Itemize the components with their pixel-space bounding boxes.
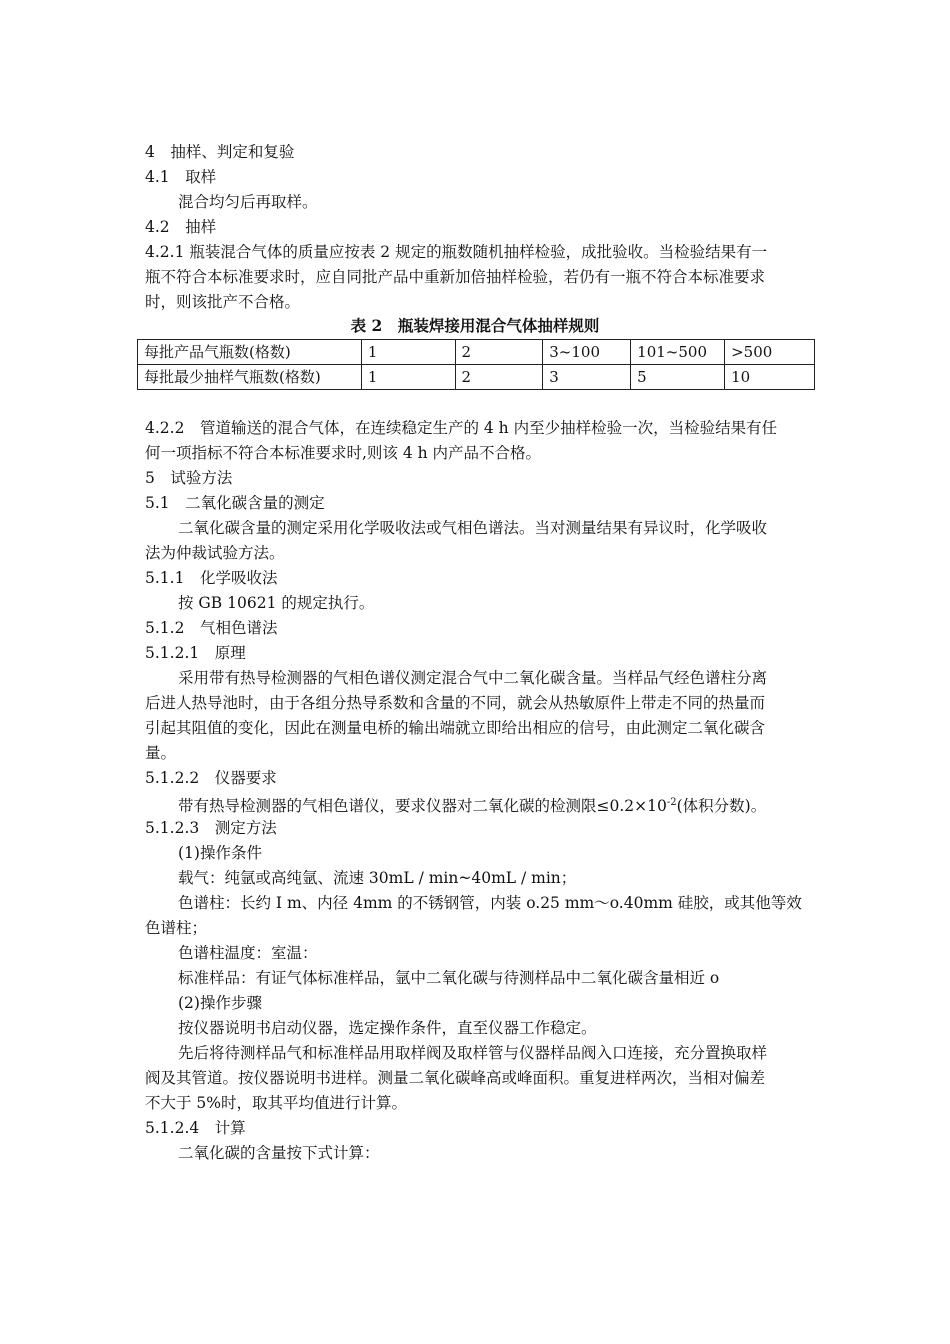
subsection-heading: 5.1.2.4 计算: [145, 1119, 246, 1137]
paragraph-text: 带有热导检测器的气相色谱仪，要求仪器对二氧化碳的检测限≤0.2×10: [178, 797, 667, 816]
table-cell: >500: [725, 340, 815, 365]
paragraph-line: 采用带有热导检测器的气相色谱仪测定混合气中二氧化碳含量。当样品气经色谱柱分离: [178, 669, 768, 687]
paragraph-line: 标准样品：有证气体标准样品，氩中二氧化碳与待测样品中二氧化碳含量相近 o: [178, 969, 720, 987]
subsection-heading: 5.1.2.3 测定方法: [145, 819, 277, 837]
table-cell: 10: [725, 365, 815, 390]
paragraph-line: 量。: [145, 744, 177, 762]
paragraph-line: (2)操作步骤: [178, 994, 262, 1012]
paragraph-line: 按 GB 10621 的规定执行。: [178, 594, 375, 612]
section-heading: 4 抽样、判定和复验: [145, 143, 295, 161]
paragraph-line: 4.2.2 管道输送的混合气体，在连续稳定生产的 4 h 内至少抽样检验一次，当检验结果有任: [145, 419, 778, 437]
subsection-heading: 4.1 取样: [145, 168, 217, 186]
paragraph-line: 色谱柱：长约 I m、内径 4mm 的不锈钢管，内装 o.25 mm～o.40mm 硅胶，或其他等效: [178, 894, 802, 912]
paragraph-line: 时，则该批产不合格。: [145, 293, 301, 311]
subsection-heading: 4.2 抽样: [145, 218, 217, 236]
table-cell: 101~500: [631, 340, 725, 365]
paragraph-line: 混合均匀后再取样。: [178, 193, 318, 211]
table-cell: 3: [543, 365, 631, 390]
paragraph-line: 何一项指标不符合本标准要求时,则该 4 h 内产品不合格。: [145, 444, 542, 462]
paragraph-line: 法为仲裁试验方法。: [145, 544, 285, 562]
paragraph-line: 载气：纯氩或高纯氩、流速 30mL / min~40mL / min；: [178, 869, 577, 887]
paragraph-line: 引起其阻值的变化，因此在测量电桥的输出端就立即给出相应的信号，由此测定二氧化碳含: [145, 719, 766, 737]
paragraph-line: 后进人热导池时，由于各组分热导系数和含量的不同，就会从热敏原件上带走不同的热量而: [145, 694, 766, 712]
table-cell: 每批产品气瓶数(格数): [138, 340, 362, 365]
exponent: -2: [666, 797, 677, 808]
table-cell: 2: [455, 365, 543, 390]
paragraph-line: 二氧化碳含量的测定采用化学吸收法或气相色谱法。当对测量结果有异议时，化学吸收: [178, 519, 768, 537]
paragraph-text: (体积分数)。: [676, 797, 767, 816]
paragraph-line: 瓶不符合本标准要求时，应自同批产品中重新加倍抽样检验，若仍有一瓶不符合本标准要求: [145, 268, 766, 286]
paragraph-line: 4.2.1 瓶装混合气体的质量应按表 2 规定的瓶数随机抽样检验，成批验收。当检验结果有一: [145, 243, 768, 261]
sampling-rules-table: [137, 339, 815, 390]
paragraph-line: 先后将待测样品气和标准样品用取样阀及取样管与仪器样品阀入口连接，充分置换取样: [178, 1044, 768, 1062]
table-caption: 表 2 瓶装焊接用混合气体抽样规则: [350, 316, 600, 335]
paragraph-line: 色谱柱温度：室温：: [178, 944, 318, 962]
table-row: [138, 340, 815, 365]
table-cell: 每批最少抽样气瓶数(格数): [138, 365, 362, 390]
table-cell: 1: [361, 365, 455, 390]
detection-limit-line: [178, 793, 766, 816]
table-cell: 5: [631, 365, 725, 390]
subsection-heading: 5.1.2.2 仪器要求: [145, 769, 277, 787]
subsection-heading: 5.1.1 化学吸收法: [145, 569, 278, 587]
paragraph-line: 不大于 5%时，取其平均值进行计算。: [145, 1094, 408, 1112]
paragraph-line: (1)操作条件: [178, 844, 262, 862]
table-row: [138, 365, 815, 390]
subsection-heading: 5.1 二氧化碳含量的测定: [145, 494, 325, 512]
paragraph-line: 色谱柱；: [145, 919, 208, 937]
subsection-heading: 5.1.2 气相色谱法: [145, 619, 278, 637]
paragraph-line: 按仪器说明书启动仪器，选定操作条件，直至仪器工作稳定。: [178, 1019, 597, 1037]
table-cell: 1: [361, 340, 455, 365]
table-cell: 3~100: [543, 340, 631, 365]
paragraph-line: 二氧化碳的含量按下式计算：: [178, 1144, 380, 1162]
paragraph-line: 阀及其管道。按仪器说明书进样。测量二氧化碳峰高或峰面积。重复进样两次，当相对偏差: [145, 1069, 766, 1087]
table-cell: 2: [455, 340, 543, 365]
section-heading: 5 试验方法: [145, 469, 233, 487]
subsection-heading: 5.1.2.1 原理: [145, 644, 246, 662]
